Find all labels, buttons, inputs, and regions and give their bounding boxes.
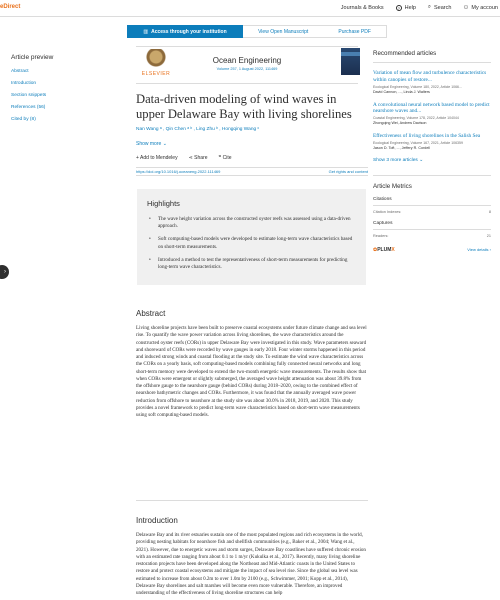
nav-link-cited-by[interactable]: Cited by (8): [11, 117, 36, 122]
access-institution-label: Access through your institution: [151, 28, 227, 35]
brand-logo[interactable]: eDirect: [0, 4, 21, 10]
recommended-authors: Zhongqing Wei, Andrew Davison: [373, 121, 427, 126]
top-navigation-bar: [0, 0, 500, 17]
nav-link-section-snippets[interactable]: Section snippets: [11, 93, 47, 98]
nav-link-references[interactable]: References (56): [11, 105, 46, 110]
citation-indexes-row: [373, 210, 491, 214]
citations-label: Citations: [373, 197, 491, 206]
cite-label: Cite: [222, 155, 232, 161]
recommended-heading: Recommended articles: [373, 50, 491, 63]
recommended-title[interactable]: Effectiveness of living shorelines in the Salish Sea: [373, 133, 481, 140]
highlight-item: • The wave height variation across the constructed oyster reefs was assessed using a data-driven approach.: [147, 216, 356, 230]
expand-sidebar-button[interactable]: [0, 265, 9, 279]
captures-label: Captures: [373, 221, 491, 230]
journal-cover-image[interactable]: [341, 48, 360, 75]
user-icon: ⚇: [463, 4, 469, 11]
recommended-meta: Ecological Engineering, Volume 167, 2021, Article 106359: [373, 140, 463, 145]
help-icon: ?: [397, 5, 400, 11]
show-more-articles-button[interactable]: [373, 158, 491, 163]
author-list[interactable]: Nan Wang ᵃ , Qin Chen ᵃ ᵇ , Ling Zhu ᵇ , Hongqing Wang ᶜ: [136, 127, 260, 132]
share-icon: ⋖: [188, 155, 193, 161]
article-actions: [136, 155, 232, 161]
chevron-right-icon: ›: [489, 247, 491, 253]
add-mendeley-button[interactable]: [136, 155, 178, 161]
show-more-label: Show more: [136, 141, 162, 147]
plumx-prefix: PLUM: [377, 246, 392, 253]
nav-link-introduction[interactable]: Introduction: [11, 81, 37, 86]
doi-row: [136, 167, 368, 176]
chevron-down-icon: ⌄: [162, 141, 167, 147]
top-links: [341, 4, 498, 11]
add-mendeley-label: Add to Mendeley: [140, 155, 178, 161]
abstract-text: Living shoreline projects have been built to preserve coastal ecosystems under future climate change and sea level rise. To quantify the wave power variation across living shorelines, the wave characteristics around the constructed oyster reefs (CORs) in upper Delaware Bay were investigated in this study. Wave parameters seaward and shoreward of CORs were recorded by wave gauges in early 2018. Four winter storms happened in this period and induced strong winds and coastal flooding at the study site. To estimate the wind wave characteristics across the CORs on a yearly basis, soft computing-based models combining fully connected neural networks and long short-term memory were developed to extend the two-month energetic wave measurements. The results show that when CORs were emergent or slightly submerged, the averaged wave height attenuation was about 39.8% from the offshore gauge to the nearshore gauge (behind CORs) during 2018–2020, owing to the combined effect of nearshore bathymetric changes and CORs. Furthermore, it was found that the annually averaged wave power reduction from offshore to nearshore at the study site was about 30.0% in 2018, 2019, and 2020. This study provides a novel framework to predict long-term wave characteristics based on short-term wave measurements using soft computing-based models.: [136, 325, 367, 418]
plus-icon: +: [136, 155, 139, 161]
cover-stripe: [341, 52, 360, 56]
highlights-box: [137, 189, 366, 285]
institution-icon: ▥: [143, 28, 149, 35]
article-preview-nav: [11, 54, 101, 129]
access-institution-button[interactable]: [127, 25, 243, 38]
introduction-heading: Introduction: [136, 516, 178, 525]
plumx-icon: ✿: [373, 246, 378, 253]
plumx-logo[interactable]: [373, 247, 395, 253]
highlights-heading: Highlights: [147, 199, 180, 208]
nav-link-abstract[interactable]: Abstract: [11, 69, 29, 74]
account-link[interactable]: ⚇ My accoun: [463, 4, 498, 11]
chevron-right-icon: ›: [4, 269, 6, 275]
access-options: [243, 25, 387, 38]
search-link[interactable]: ⌕ Search: [427, 4, 452, 11]
help-link[interactable]: ? Help: [397, 4, 416, 11]
recommended-authors: David Cannon, ..., Linda J. Walters: [373, 89, 430, 94]
get-rights-link[interactable]: Get rights and content: [328, 169, 368, 174]
publisher-name: ELSEVIER: [141, 71, 171, 77]
section-divider: [136, 500, 368, 501]
article-metrics-heading: Article Metrics: [373, 175, 491, 190]
share-label: Share: [194, 155, 208, 161]
open-manuscript-button[interactable]: View Open Manuscript: [258, 28, 309, 35]
access-bar: [127, 25, 387, 38]
right-sidebar: [373, 50, 491, 253]
introduction-text: Delaware Bay and its river estuaries sustain one of the most populated regions and rich ecosystems in the world, providing nesting habitats for nearshore fish and shellfish communities (e.g., Baker et al., 2004; Wang et al., 2021). However, due to energetic waves and storm surges, Delaware Bay coastlines have suffered chronic erosion with an estimated rate ranging from about 0.1 to 1 m/yr (Kukulka et al., 2017). Recently, many living shoreline restoration projects have been developed along the Northeast and Mid-Atlantic coasts in the United States to restore and protect coastal ecosystems and mitigate the impact of sea level rise. Since the global sea level was estimated to increase from about 0.2m to over 1.0m by 2100 (e.g., Schwimmer, 2001; Kopp et al., 2014), Delaware Bay shorelines and salt marshes will become even more vulnerable. Therefore, an improved understanding of the effectiveness of living shoreline structures can help: [136, 532, 366, 596]
recommended-meta: Coastal Engineering, Volume 178, 2022, Article 104044: [373, 116, 459, 121]
share-button[interactable]: [189, 155, 208, 161]
recommended-title[interactable]: A convolutional neural network based model to predict nearshore waves and...: [373, 101, 490, 115]
show-more-button[interactable]: [136, 141, 167, 147]
highlight-item: • Soft computing-based models were developed to estimate long-term wave characteristics based on short-term measurements.: [147, 236, 356, 250]
journal-header: [136, 46, 358, 84]
recommended-article[interactable]: [373, 133, 491, 150]
view-details-label: View details: [467, 247, 489, 253]
article-preview-heading: Article preview: [11, 54, 54, 61]
highlight-item: • Introduced a method to test the representativeness of short-term measurements for predicting long-term wave characteristics.: [147, 257, 356, 271]
readers-label: Readers:: [373, 233, 389, 238]
plumx-suffix: X: [391, 246, 395, 253]
search-icon: ⌕: [427, 4, 432, 10]
purchase-pdf-button[interactable]: Purchase PDF: [338, 28, 371, 35]
article-title: Data-driven modeling of wind waves in upper Delaware Bay with living shorelines: [136, 92, 352, 121]
recommended-title[interactable]: Variation of mean flow and turbulence characteristics within canopies of restore...: [373, 70, 487, 83]
abstract-heading: Abstract: [136, 309, 166, 318]
cite-button[interactable]: [219, 155, 232, 161]
doi-link[interactable]: https://doi.org/10.1016/j.oceaneng.2022.111469: [136, 169, 221, 174]
recommended-article[interactable]: [373, 70, 491, 94]
readers-value: 21: [486, 233, 491, 238]
recommended-authors: Jason D. Toft, ..., Jeffery R. Cordell: [373, 145, 431, 150]
citation-indexes-value: 8: [488, 209, 491, 214]
readers-row: [373, 234, 491, 238]
publisher-logo[interactable]: [136, 49, 176, 81]
journals-books-link[interactable]: Journals & Books: [340, 4, 384, 11]
citation-indexes-label: Citation Indexes:: [373, 209, 402, 214]
chevron-down-icon: ⌄: [419, 157, 424, 163]
journal-volume[interactable]: Volume 257, 1 August 2022, 111469: [216, 67, 278, 71]
highlights-list: [147, 216, 356, 271]
recommended-article[interactable]: [373, 102, 491, 126]
quote-icon: ❞: [218, 155, 222, 161]
show-more-articles-label: Show 3 more articles: [373, 157, 418, 163]
view-details-link[interactable]: [467, 247, 491, 252]
journal-title[interactable]: Ocean Engineering: [212, 56, 282, 65]
recommended-meta: Ecological Engineering, Volume 180, 2022, Article 1066...: [373, 84, 462, 89]
plumx-row: [373, 247, 491, 253]
